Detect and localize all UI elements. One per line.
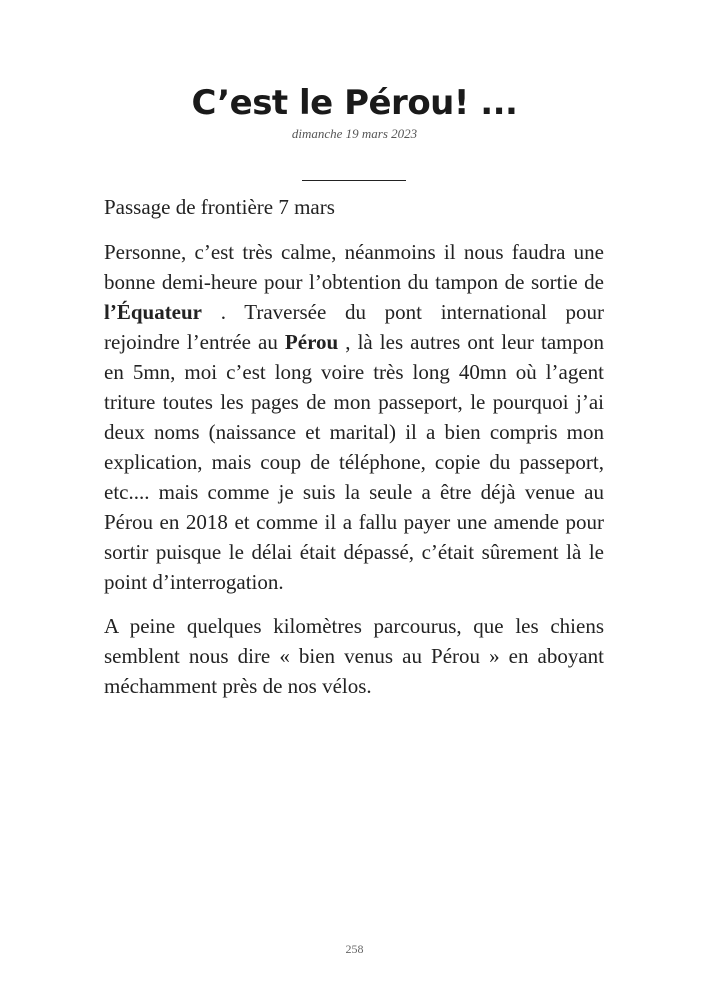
post-date: dimanche 19 mars 2023: [291, 126, 418, 141]
place-perou: Pérou: [284, 330, 339, 354]
page-number: 258: [345, 942, 364, 956]
place-equateur: l’Équateur: [104, 300, 203, 324]
paragraph-1-part-c: . Traversée du pont international pour rejoindre l’entrée au: [104, 300, 604, 354]
paragraph-1: [104, 237, 604, 597]
paragraph-2: A peine quelques kilomètres parcourus, que les chiens semblent nous dire « bien venus au Pérou » en aboyant méchamment près de nos vélos.: [104, 614, 604, 698]
paragraph-1-part-a: Personne, c’est très calme, néanmoins il nous faudra une bonne demi-heure pour l’obtention du tampon de sortie de: [104, 240, 604, 294]
page-title: C’est le Pérou! ...: [191, 83, 518, 123]
section-subheading: Passage de frontière 7 mars: [104, 195, 335, 219]
paragraph-1-part-e: , là les autres ont leur tampon en 5mn, moi c’est long voire très long 40mn où l’agent triture toutes les pages de mon passeport, le pourquoi j’ai deux noms (naissance et marital) il a bien compris mon explication, mais coup de téléphone, copie du passeport, etc.... mais comme je suis la seule a être déjà venue au Pérou en 2018 et comme il a fallu payer une amende pour sortir puisque le délai était dépassé, c’était sûrement là le point d’interrogation.: [104, 330, 604, 594]
article-body: [104, 192, 604, 715]
title-divider: [302, 180, 406, 181]
